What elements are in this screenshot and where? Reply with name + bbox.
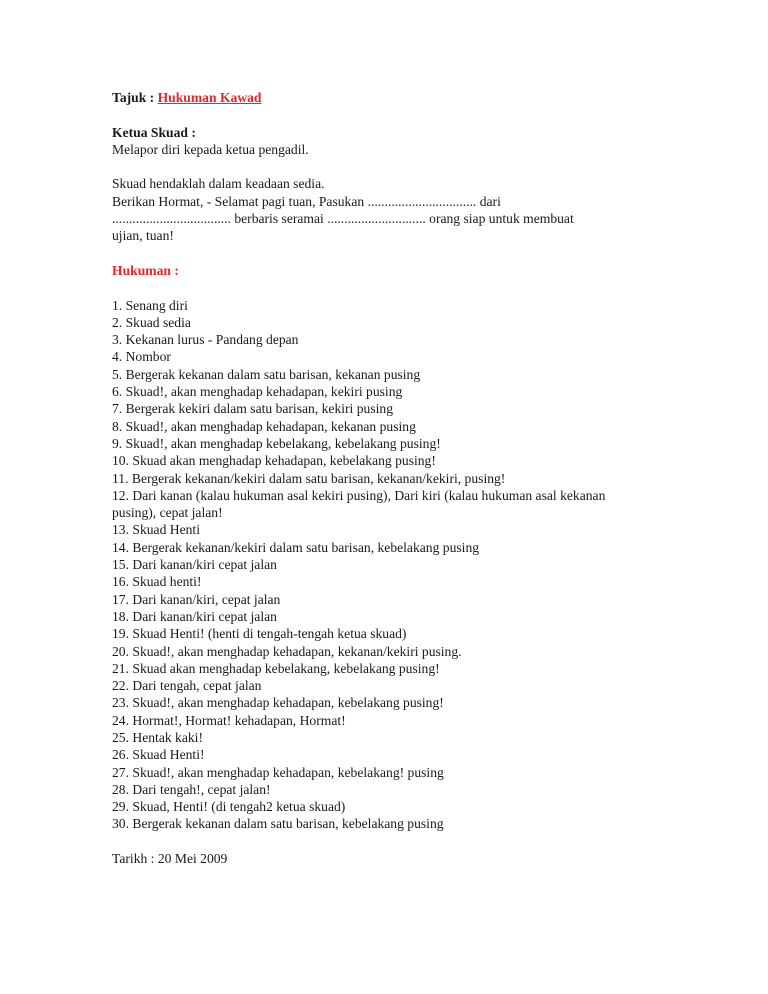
list-item: 26. Skuad Henti!	[112, 747, 205, 763]
intro-line-2: Berikan Hormat, - Selamat pagi tuan, Pasukan ................................ dari	[112, 193, 501, 209]
list-item: 13. Skuad Henti	[112, 522, 200, 538]
list-item: 3. Kekanan lurus - Pandang depan	[112, 332, 299, 348]
hukuman-heading: Hukuman :	[112, 262, 179, 278]
list-item: 21. Skuad akan menghadap kebelakang, kebelakang pusing!	[112, 660, 440, 676]
list-item: 7. Bergerak kekiri dalam satu barisan, kekiri pusing	[112, 401, 393, 417]
intro-line-1: Skuad hendaklah dalam keadaan sedia.	[112, 176, 325, 192]
list-item: 30. Bergerak kekanan dalam satu barisan, kebelakang pusing	[112, 816, 444, 832]
ketua-heading: Ketua Skuad :	[112, 124, 196, 140]
list-item: 15. Dari kanan/kiri cepat jalan	[112, 557, 277, 573]
list-item: 12. Dari kanan (kalau hukuman asal kekiri pusing), Dari kiri (kalau hukuman asal kekanan pusing), cepat jalan!	[112, 487, 606, 521]
list-item: 19. Skuad Henti! (henti di tengah-tengah ketua skuad)	[112, 626, 407, 642]
tarikh-line: Tarikh : 20 Mei 2009	[112, 851, 228, 867]
list-item: 11. Bergerak kekanan/kekiri dalam satu barisan, kekanan/kekiri, pusing!	[112, 470, 506, 486]
title-label: Tajuk :	[112, 90, 155, 105]
intro-line-3: ................................... berbaris seramai ............................. orang siap untuk membuat	[112, 211, 574, 227]
list-item: 14. Bergerak kekanan/kekiri dalam satu barisan, kebelakang pusing	[112, 539, 480, 555]
title-line	[112, 89, 652, 106]
list-item: 10. Skuad akan menghadap kehadapan, kebelakang pusing!	[112, 453, 436, 469]
list-item: 29. Skuad, Henti! (di tengah2 ketua skuad)	[112, 799, 346, 815]
list-item: 4. Nombor	[112, 349, 171, 365]
list-item: 9. Skuad!, akan menghadap kebelakang, kebelakang pusing!	[112, 435, 441, 451]
ketua-line: Melapor diri kepada ketua pengadil.	[112, 141, 309, 157]
list-item: 8. Skuad!, akan menghadap kehadapan, kekanan pusing	[112, 418, 416, 434]
list-item: 20. Skuad!, akan menghadap kehadapan, kekanan/kekiri pusing.	[112, 643, 462, 659]
list-item: 2. Skuad sedia	[112, 314, 191, 330]
list-item: 25. Hentak kaki!	[112, 729, 203, 745]
list-item: 1. Senang diri	[112, 297, 188, 313]
title-value: Hukuman Kawad	[157, 90, 262, 105]
list-item: 18. Dari kanan/kiri cepat jalan	[112, 608, 277, 624]
list-item: 5. Bergerak kekanan dalam satu barisan, kekanan pusing	[112, 366, 421, 382]
list-item: 28. Dari tengah!, cepat jalan!	[112, 781, 271, 797]
document-page	[112, 89, 652, 867]
hukuman-list	[112, 297, 652, 833]
list-item: 6. Skuad!, akan menghadap kehadapan, kekiri pusing	[112, 384, 403, 400]
list-item: 22. Dari tengah, cepat jalan	[112, 678, 262, 694]
intro-line-4: ujian, tuan!	[112, 228, 174, 244]
list-item: 27. Skuad!, akan menghadap kehadapan, kebelakang! pusing	[112, 764, 444, 780]
list-item: 24. Hormat!, Hormat! kehadapan, Hormat!	[112, 712, 346, 728]
list-item: 16. Skuad henti!	[112, 574, 202, 590]
list-item: 23. Skuad!, akan menghadap kehadapan, kebelakang pusing!	[112, 695, 444, 711]
list-item: 17. Dari kanan/kiri, cepat jalan	[112, 591, 281, 607]
